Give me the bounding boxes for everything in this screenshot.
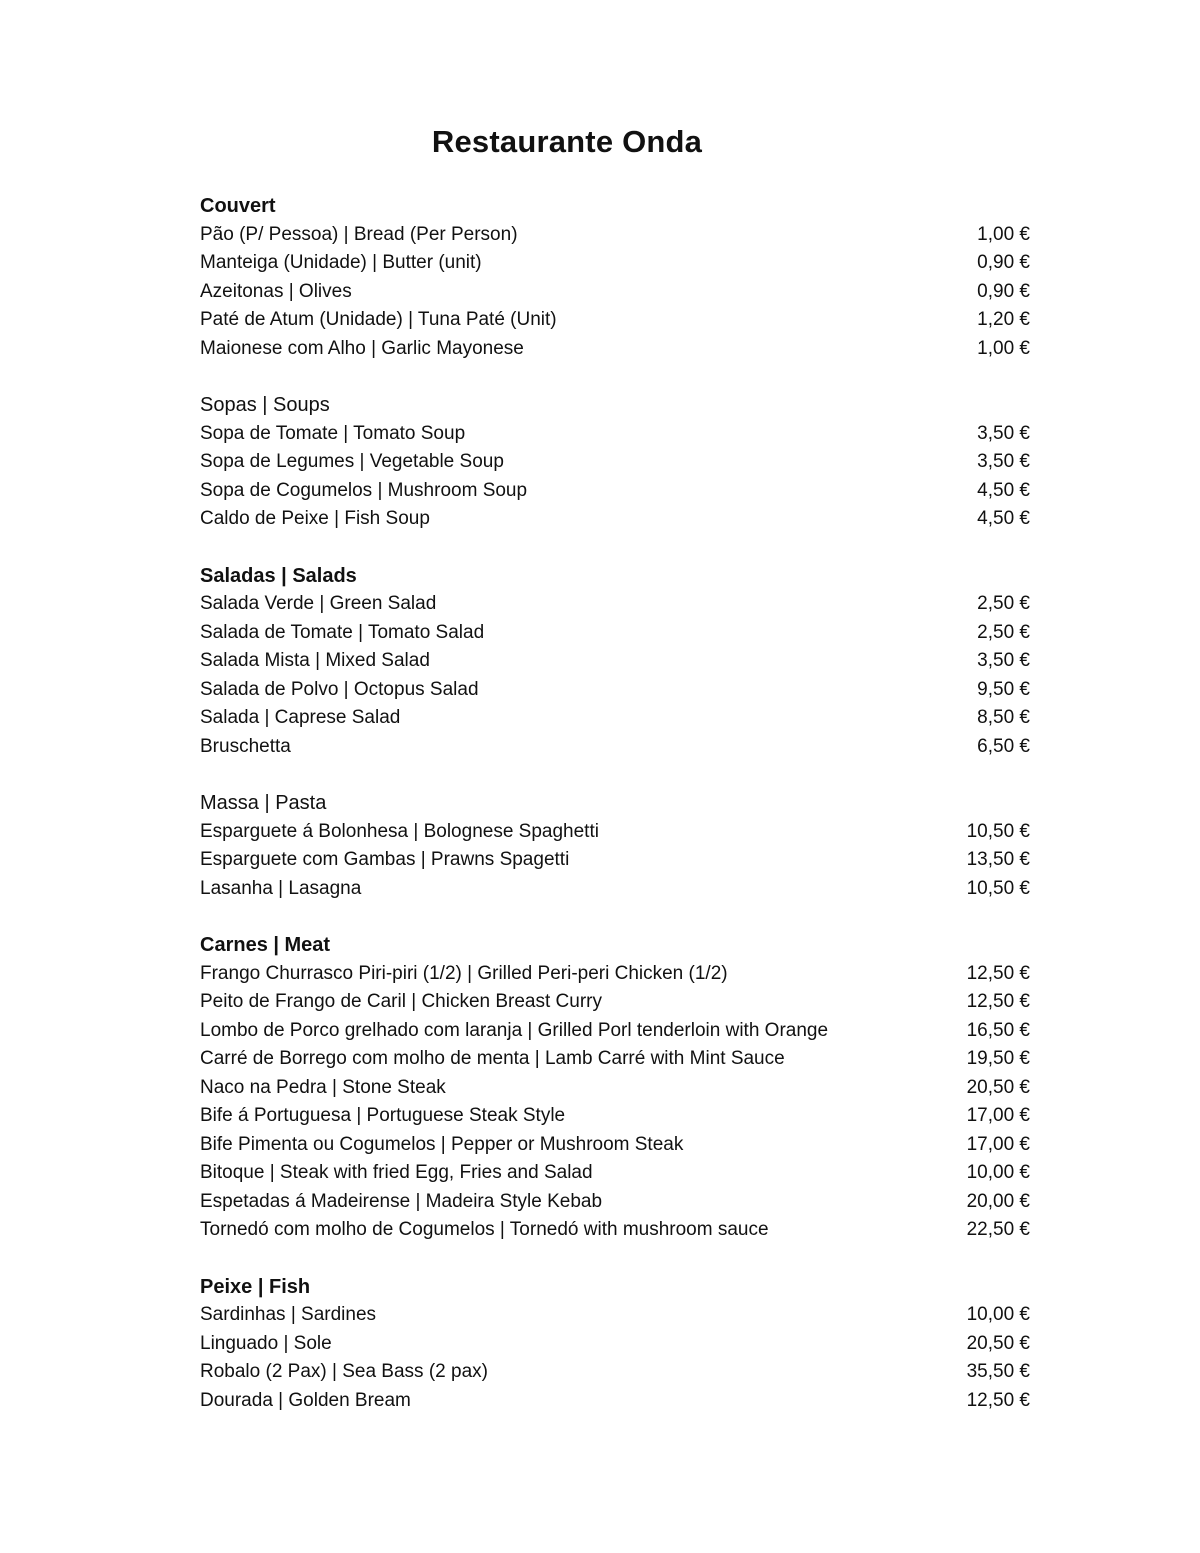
menu-item-name: Bitoque | Steak with fried Egg, Fries and Salad	[200, 1162, 593, 1183]
section-heading: Couvert	[200, 195, 276, 217]
menu-item-name: Robalo (2 Pax) | Sea Bass (2 pax)	[200, 1361, 488, 1382]
menu-item	[200, 477, 1030, 506]
menu-item	[200, 1188, 1030, 1217]
menu-item-name: Esparguete com Gambas | Prawns Spagetti	[200, 849, 570, 870]
menu-item	[200, 306, 1030, 335]
menu-item	[200, 988, 1030, 1017]
menu-item-name: Bruschetta	[200, 735, 291, 757]
menu-item-name: Salada de Polvo | Octopus Salad	[200, 678, 479, 700]
menu-item	[200, 335, 1030, 364]
menu-item	[200, 1216, 1030, 1245]
menu-item-price: 17,00 €	[966, 1133, 1030, 1155]
menu-item-name: Azeitonas | Olives	[200, 280, 352, 302]
menu-item	[200, 676, 1030, 705]
menu-item-price: 4,50 €	[977, 479, 1030, 501]
menu-item-price: 3,50 €	[977, 422, 1030, 444]
menu-item-price: 35,50 €	[966, 1361, 1030, 1382]
menu-item-name: Lasanha | Lasagna	[200, 877, 362, 899]
menu-item-price: 12,50 €	[966, 1389, 1030, 1411]
menu-item-price: 20,50 €	[966, 1076, 1030, 1098]
menu-item	[200, 1045, 1030, 1074]
menu-item	[200, 221, 1030, 250]
menu-item-price: 2,50 €	[977, 621, 1030, 643]
menu-item-price: 10,00 €	[966, 1162, 1030, 1183]
menu-item	[200, 420, 1030, 449]
menu-item-name: Tornedó com molho de Cogumelos | Tornedó with mushroom sauce	[200, 1219, 769, 1240]
menu-item	[200, 704, 1030, 733]
menu-item	[200, 1387, 1030, 1416]
menu-item-name: Esparguete á Bolonhesa | Bolognese Spaghetti	[200, 820, 599, 842]
menu-section	[200, 931, 1030, 1245]
menu-section	[200, 1273, 1030, 1416]
section-heading: Peixe | Fish	[200, 1275, 311, 1298]
menu-item	[200, 1330, 1030, 1359]
menu-item-name: Sopa de Legumes | Vegetable Soup	[200, 451, 504, 472]
menu-item-price: 9,50 €	[977, 678, 1030, 700]
menu-item-price: 16,50 €	[966, 1019, 1030, 1041]
menu-item	[200, 1301, 1030, 1330]
menu-section	[200, 391, 1030, 534]
menu-item-price: 10,00 €	[966, 1304, 1030, 1325]
menu-item-price: 1,00 €	[977, 223, 1030, 245]
menu-item-price: 8,50 €	[977, 707, 1030, 728]
menu-item-price: 22,50 €	[966, 1219, 1030, 1240]
menu-item-price: 2,50 €	[977, 593, 1030, 614]
menu-section	[200, 192, 1030, 363]
menu-item	[200, 1102, 1030, 1131]
menu-item	[200, 505, 1030, 534]
menu-item-name: Bife á Portuguesa | Portuguese Steak Style	[200, 1105, 566, 1126]
menu-item-name: Manteiga (Unidade) | Butter (unit)	[200, 252, 482, 273]
menu-item-price: 19,50 €	[966, 1048, 1030, 1069]
menu-item-name: Frango Churrasco Piri-piri (1/2) | Grilled Peri-peri Chicken (1/2)	[200, 962, 728, 984]
menu-item-price: 0,90 €	[977, 252, 1030, 273]
menu-item	[200, 1358, 1030, 1387]
menu-item-name: Peito de Frango de Caril | Chicken Breast Curry	[200, 991, 602, 1012]
menu-item	[200, 647, 1030, 676]
menu-item-name: Sardinhas | Sardines	[200, 1304, 377, 1325]
menu-item-price: 3,50 €	[977, 451, 1030, 472]
menu-item-name: Salada de Tomate | Tomato Salad	[200, 621, 485, 643]
menu-item-name: Sopa de Cogumelos | Mushroom Soup	[200, 479, 528, 501]
section-heading: Massa | Pasta	[200, 792, 327, 814]
menu-item-price: 4,50 €	[977, 508, 1030, 529]
menu-item	[200, 1074, 1030, 1103]
menu-item-name: Maionese com Alho | Garlic Mayonese	[200, 337, 524, 359]
menu-item-price: 12,50 €	[966, 991, 1030, 1012]
menu-item	[200, 733, 1030, 762]
menu-item-name: Bife Pimenta ou Cogumelos | Pepper or Mushroom Steak	[200, 1133, 684, 1155]
menu-item-name: Salada Mista | Mixed Salad	[200, 650, 430, 671]
menu-item-price: 3,50 €	[977, 650, 1030, 671]
section-heading: Sopas | Soups	[200, 394, 330, 416]
menu-item-name: Salada Verde | Green Salad	[200, 593, 437, 614]
menu-list	[200, 192, 1030, 1443]
menu-item-name: Caldo de Peixe | Fish Soup	[200, 508, 430, 529]
menu-item-name: Naco na Pedra | Stone Steak	[200, 1076, 446, 1098]
menu-item	[200, 619, 1030, 648]
menu-item-price: 12,50 €	[966, 962, 1030, 984]
menu-item-name: Carré de Borrego com molho de menta | Lamb Carré with Mint Sauce	[200, 1048, 785, 1069]
menu-item-price: 10,50 €	[966, 820, 1030, 842]
menu-item-price: 0,90 €	[977, 280, 1030, 302]
menu-item-price: 20,50 €	[966, 1332, 1030, 1354]
menu-item-name: Linguado | Sole	[200, 1332, 332, 1354]
menu-item-price: 13,50 €	[966, 849, 1030, 870]
menu-item	[200, 1159, 1030, 1188]
menu-item-name: Pão (P/ Pessoa) | Bread (Per Person)	[200, 223, 518, 245]
page-title: Restaurante Onda	[431, 124, 703, 159]
menu-item-name: Sopa de Tomate | Tomato Soup	[200, 422, 466, 444]
menu-item	[200, 249, 1030, 278]
menu-item	[200, 846, 1030, 875]
menu-section	[200, 789, 1030, 903]
menu-item-price: 6,50 €	[977, 735, 1030, 757]
menu-item-price: 17,00 €	[966, 1105, 1030, 1126]
menu-item	[200, 818, 1030, 847]
menu-item	[200, 448, 1030, 477]
section-heading: Carnes | Meat	[200, 934, 331, 956]
menu-item-name: Espetadas á Madeirense | Madeira Style Kebab	[200, 1190, 603, 1212]
menu-item-price: 1,20 €	[977, 309, 1030, 330]
menu-item	[200, 1017, 1030, 1046]
menu-item	[200, 278, 1030, 307]
menu-item	[200, 590, 1030, 619]
menu-item	[200, 875, 1030, 904]
menu-item-price: 20,00 €	[966, 1190, 1030, 1212]
menu-section	[200, 562, 1030, 762]
menu-item-name: Salada | Caprese Salad	[200, 707, 401, 728]
menu-item-price: 10,50 €	[966, 877, 1030, 899]
menu-item-price: 1,00 €	[977, 337, 1030, 359]
menu-item-name: Lombo de Porco grelhado com laranja | Grilled Porl tenderloin with Orange	[200, 1019, 829, 1041]
menu-item-name: Dourada | Golden Bream	[200, 1389, 411, 1411]
section-heading: Saladas | Salads	[200, 564, 357, 587]
menu-item	[200, 1131, 1030, 1160]
menu-item	[200, 960, 1030, 989]
menu-item-name: Paté de Atum (Unidade) | Tuna Paté (Unit)	[200, 309, 557, 330]
